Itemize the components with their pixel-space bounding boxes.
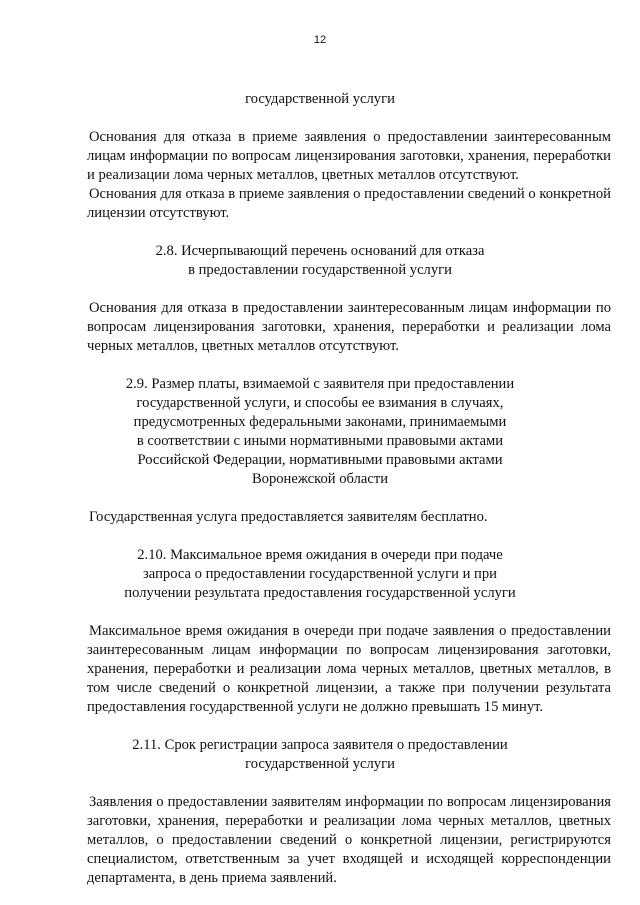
paragraph-refusal-license: Основания для отказа в приеме заявления о предоставлении сведений о конкретной лицензии отсутствуют.	[87, 186, 611, 221]
heading-line: 2.9. Размер платы, взимаемой с заявителя при предоставлении	[125, 376, 515, 392]
heading-line: предусмотренных федеральными законами, принимаемыми	[133, 414, 507, 430]
heading-line: Воронежской области	[251, 471, 389, 487]
heading-line: государственной услуги	[245, 91, 395, 107]
heading-line: 2.8. Исчерпывающий перечень оснований для отказа	[155, 243, 485, 259]
heading-line: в соответствии с иными нормативными правовыми актами	[136, 433, 504, 449]
paragraph-refusal-grounds: Основания для отказа в предоставлении заинтересованным лицам информации по вопросам лицензирования заготовки, хранения, переработки и реализации лома черных металлов, цветных металлов отсутствуют.	[87, 300, 611, 354]
page-number: 12	[313, 34, 327, 46]
heading-line: в предоставлении государственной услуги	[188, 262, 452, 278]
document-body	[89, 90, 611, 888]
heading-line: 2.10. Максимальное время ожидания в очереди при подаче	[137, 547, 503, 563]
paragraph-registration: Заявления о предоставлении заявителям информации по вопросам лицензирования заготовки, хранения, переработки и реализации лома черных металлов, цветных металлов, о предоставлении сведений о конкретной лицензии, регистрируются специалистом, ответственным за учет входящей и исходящей корреспонденции департамента, в день приема заявлений.	[87, 794, 611, 886]
heading-line: получении результата предоставления государственной услуги	[124, 585, 516, 601]
heading-line: Российской Федерации, нормативными правовыми актами	[137, 452, 503, 468]
heading-2-10	[0, 546, 640, 603]
heading-line: государственной услуги, и способы ее взимания в случаях,	[136, 395, 504, 411]
paragraph-waiting-time: Максимальное время ожидания в очереди при подаче заявления о предоставлении заинтересованным лицам информации по вопросам лицензирования заготовки, хранения, переработки и реализации лома черных металлов, цветных металлов, в том числе сведений о конкретной лицензии, а также при получении результата предоставления государственной услуги не должно превышать 15 минут.	[87, 623, 611, 715]
heading-line: государственной услуги	[245, 756, 395, 772]
heading-2-8	[0, 242, 640, 280]
heading-2-9	[0, 375, 640, 489]
heading-line: запроса о предоставлении государственной услуги и при	[143, 566, 497, 582]
paragraph-free-service: Государственная услуга предоставляется заявителям бесплатно.	[89, 509, 488, 525]
heading-intro	[0, 90, 640, 109]
heading-line: 2.11. Срок регистрации запроса заявителя о предоставлении	[132, 737, 508, 753]
heading-2-11	[0, 736, 640, 774]
paragraph-refusal-info: Основания для отказа в приеме заявления о предоставлении заинтересованным лицам информации по вопросам лицензирования заготовки, хранения, переработки и реализации лома черных металлов, цветных металлов отсутствуют.	[87, 129, 611, 183]
